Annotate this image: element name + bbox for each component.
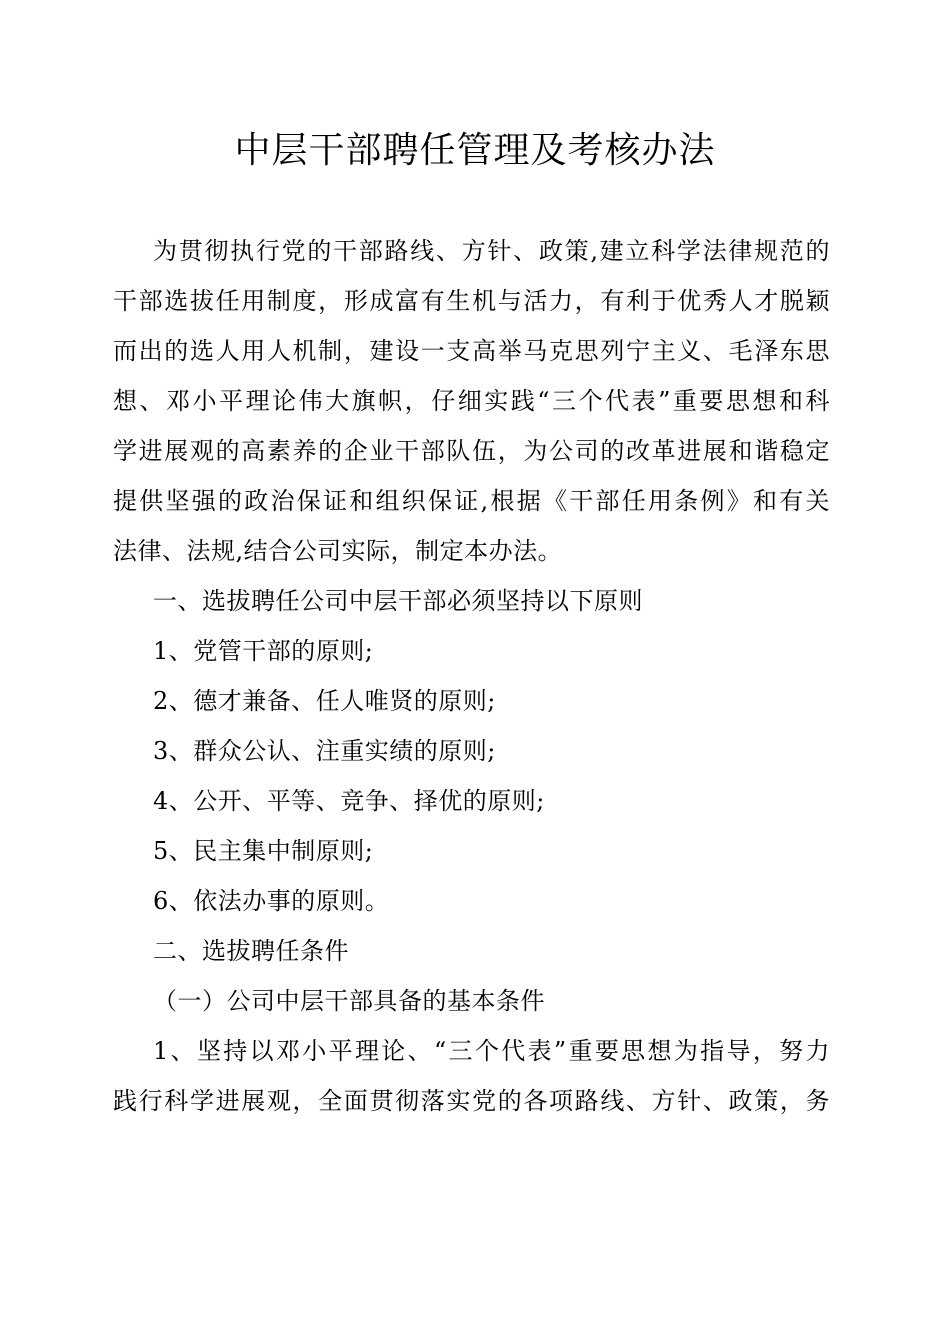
text-line: 1、坚持以邓小平理论、“三个代表”重要思想为指导，努力 [153,1037,830,1065]
text-line: 法律、法规,结合公司实际，制定本办法。 [113,537,563,565]
text-line: 想、邓小平理论伟大旗帜，仔细实践“三个代表”重要思想和科 [113,387,830,415]
text-line: 二、选拔聘任条件 [153,937,349,965]
text-line: （一）公司中层干部具备的基本条件 [153,987,545,1015]
text-line: 6、依法办事的原则。 [153,887,390,915]
text-line: 践行科学进展观，全面贯彻落实党的各项路线、方针、政策，务 [113,1087,830,1115]
text-line: 提供坚强的政治保证和组织保证,根据《干部任用条例》和有关 [113,487,830,515]
text-line: 一、选拔聘任公司中层干部必须坚持以下原则 [153,587,643,615]
text-line: 2、德才兼备、任人唯贤的原则; [153,687,496,715]
text-line: 3、群众公认、注重实绩的原则; [153,737,496,765]
text-line: 而出的选人用人机制，建设一支高举马克思列宁主义、毛泽东思 [113,337,830,365]
text-line: 干部选拔任用制度，形成富有生机与活力，有利于优秀人才脱颖 [113,287,830,315]
text-line: 为贯彻执行党的干部路线、方针、政策,建立科学法律规范的 [153,237,830,265]
text-line: 4、公开、平等、竞争、择优的原则; [153,787,545,815]
text-line: 1、党管干部的原则; [153,637,374,665]
document-title: 中层干部聘任管理及考核办法 [234,130,716,171]
text-line: 学进展观的高素养的企业干部队伍，为公司的改革进展和谐稳定 [113,437,830,465]
text-line: 5、民主集中制原则; [153,837,374,865]
document-body [113,226,830,1126]
